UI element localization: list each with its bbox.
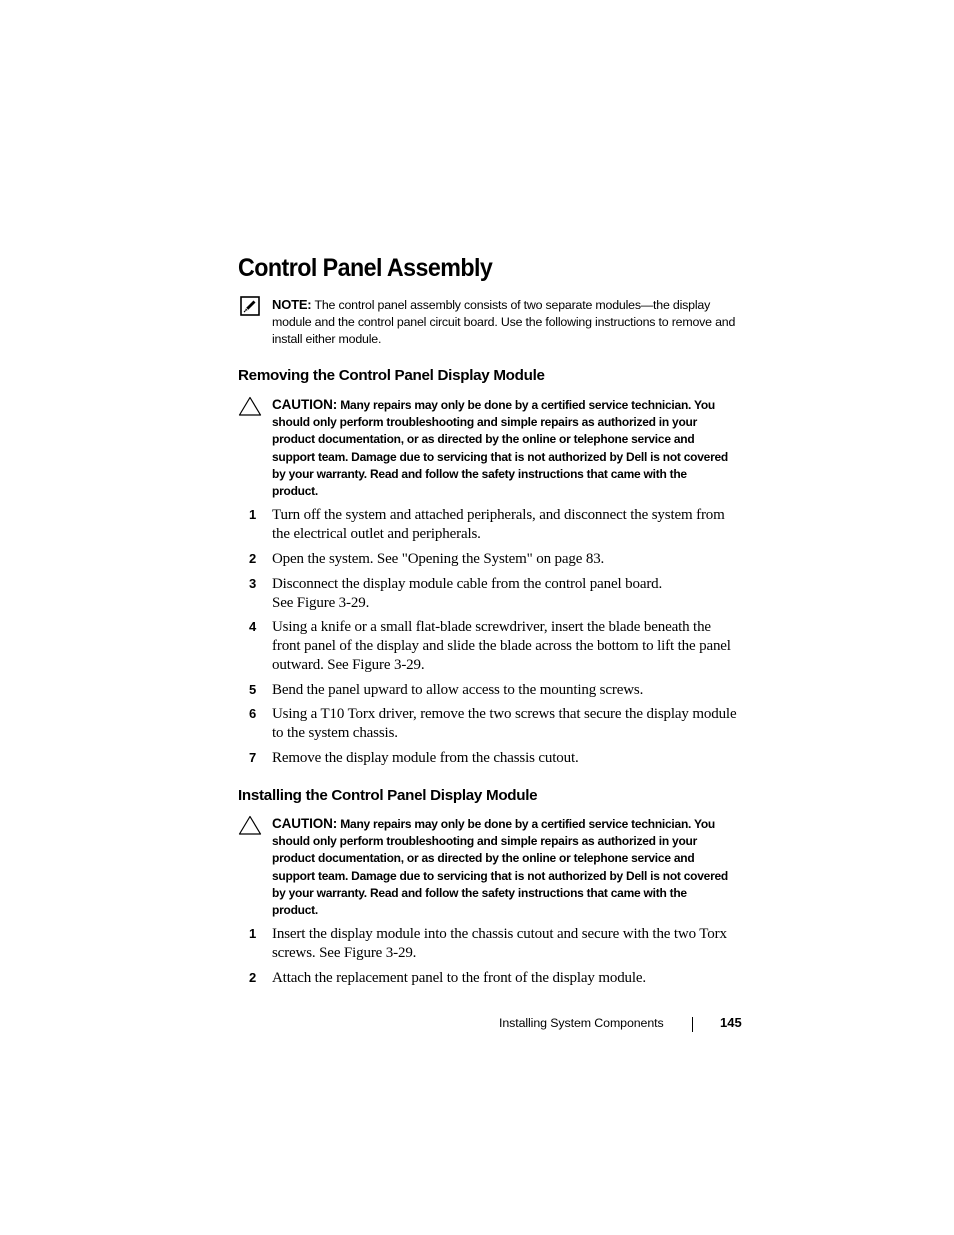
step-text: Remove the display module from the chassis cutout. <box>272 750 579 766</box>
step-text: Turn off the system and attached peripherals, and disconnect the system from the electrical outlet and peripherals. <box>272 507 725 542</box>
step-text: Bend the panel upward to allow access to the mounting screws. <box>272 682 644 698</box>
page-number: 145 <box>720 1015 742 1030</box>
section-heading-installing: Installing the Control Panel Display Module <box>238 787 538 804</box>
step-text-line: See Figure 3-29. <box>272 595 370 611</box>
step-text <box>272 575 742 613</box>
step-number: 7 <box>249 750 257 765</box>
note-block <box>272 296 742 348</box>
step-text-line: Disconnect the display module cable from the control panel board. <box>272 576 663 592</box>
page-title: Control Panel Assembly <box>238 254 493 282</box>
note-label: NOTE: <box>272 297 312 312</box>
note-text: The control panel assembly consists of two separate modules—the display module and the control panel circuit board. Use the following instructions to remove and install either module. <box>272 298 736 346</box>
footer-section-title: Installing System Components <box>499 1016 664 1030</box>
step-text: Using a T10 Torx driver, remove the two screws that secure the display module to the system chassis. <box>272 706 737 741</box>
step-number: 5 <box>249 682 257 697</box>
step-number: 1 <box>249 507 257 522</box>
caution-label: CAUTION: <box>272 397 338 412</box>
caution-block-installing <box>272 815 732 919</box>
footer-divider <box>692 1017 693 1032</box>
step-number: 3 <box>249 576 257 591</box>
step-text: Using a knife or a small flat-blade screwdriver, insert the blade beneath the front panel of the display and slide the blade across the bottom to lift the panel outward. See Figure 3-29. <box>272 619 731 673</box>
step-text: Insert the display module into the chassis cutout and secure with the two Torx screws. See Figure 3-29. <box>272 926 727 961</box>
step-number: 2 <box>249 970 257 985</box>
caution-text: Many repairs may only be done by a certified service technician. You should only perform troubleshooting and simple repairs as authorized in your product documentation, or as directed by the online or telephone service and support team. Damage due to servicing that is not authorized by Dell is not covered by your warranty. Read and follow the safety instructions that came with the product. <box>272 398 729 499</box>
section-heading-removing: Removing the Control Panel Display Module <box>238 367 545 384</box>
caution-triangle-icon <box>238 815 262 835</box>
caution-triangle-icon <box>238 396 262 416</box>
caution-block-removing <box>272 396 732 500</box>
caution-text: Many repairs may only be done by a certified service technician. You should only perform troubleshooting and simple repairs as authorized in your product documentation, or as directed by the online or telephone service and support team. Damage due to servicing that is not authorized by Dell is not covered by your warranty. Read and follow the safety instructions that came with the product. <box>272 817 729 918</box>
caution-label: CAUTION: <box>272 816 338 831</box>
step-number: 4 <box>249 619 257 634</box>
step-number: 2 <box>249 551 257 566</box>
step-text: Attach the replacement panel to the front of the display module. <box>272 970 647 986</box>
step-number: 1 <box>249 926 257 941</box>
step-number: 6 <box>249 706 257 721</box>
step-text: Open the system. See "Opening the System" on page 83. <box>272 551 605 567</box>
note-pencil-icon <box>240 296 260 316</box>
